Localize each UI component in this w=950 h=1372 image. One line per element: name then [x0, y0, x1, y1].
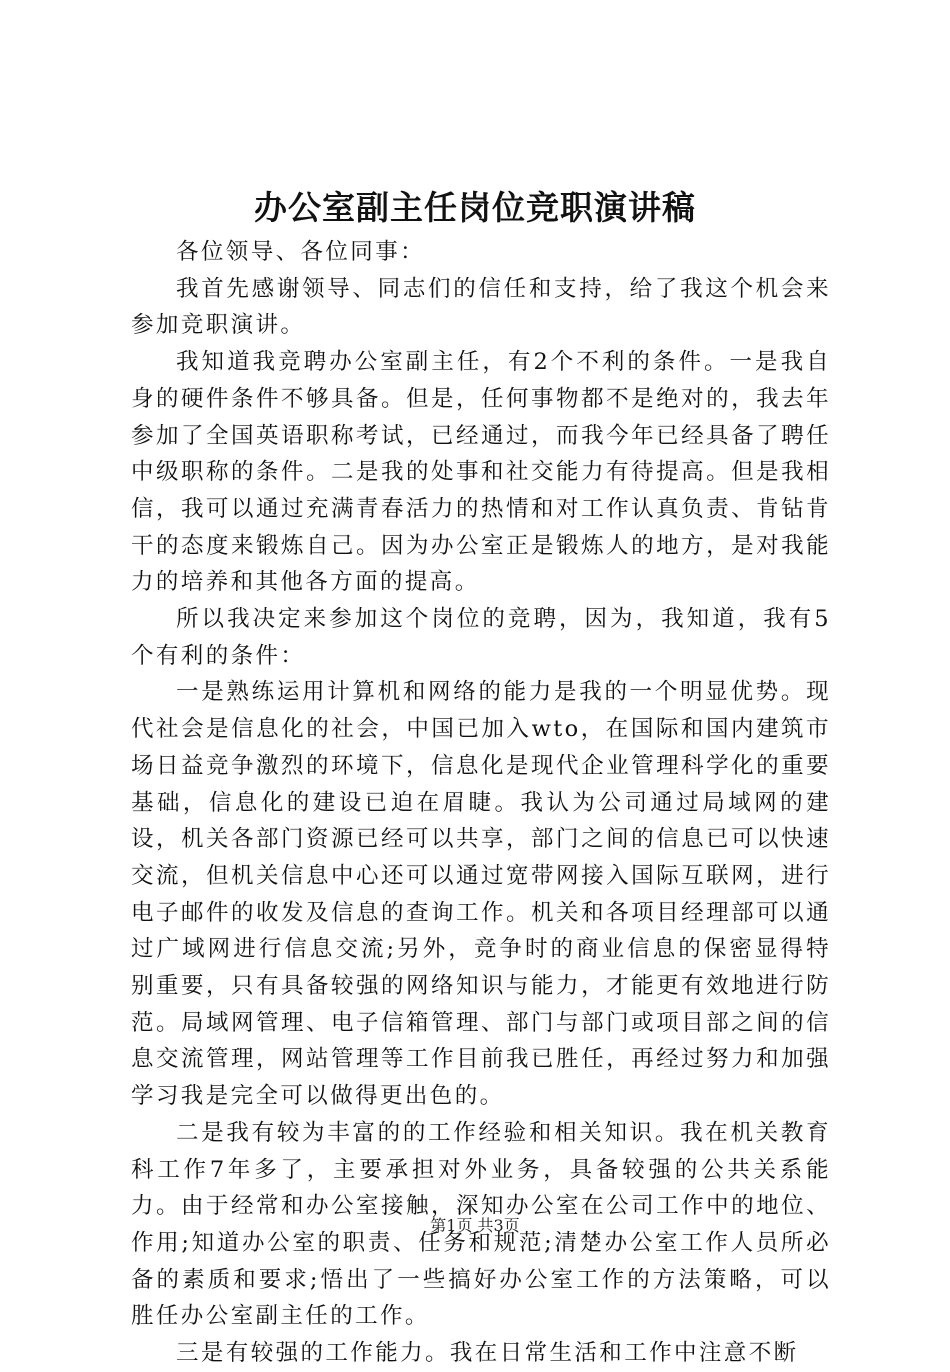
document-title: 办公室副主任岗位竞职演讲稿: [254, 188, 696, 227]
paragraph-advantage-one: 一是熟练运用计算机和网络的能力是我的一个明显优势。现代社会是信息化的社会，中国已加入wto，在国际和国内建筑市场日益竞争激烈的环境下，信息化是现代企业管理科学化的重要基础，信息化的建设已迫在眉睫。我认为公司通过局域网的建设，机关各部门资源已经可以共享，部门之间的信息已可以快速交流，但机关信息中心还可以通过宽带网接入国际互联网，进行电子邮件的收发及信息的查询工作。机关和各项目经理部可以通过广域网进行信息交流;另外，竞争时的商业信息的保密显得特别重要，只有具备较强的网络知识与能力，才能更有效地进行防范。局域网管理、电子信箱管理、部门与部门或项目部之间的信息交流管理，网站管理等工作目前我已胜任，再经过努力和加强学习我是完全可以做得更出色的。: [131, 679, 831, 1110]
paragraph-advantage-two: 二是我有较为丰富的的工作经验和相关知识。我在机关教育科工作7年多了，主要承担对外业务，具备较强的公共关系能力。由于经常和办公室接触，深知办公室在公司工作中的地位、作用;知道办公室的职责、任务和规范;清楚办公室工作人员所必备的素质和要求;悟出了一些搞好办公室工作的方法策略，可以胜任办公室副主任的工作。: [131, 1119, 831, 1330]
paragraph-thanks: 我首先感谢领导、同志们的信任和支持，给了我这个机会来参加竞职演讲。: [131, 275, 831, 339]
paragraph-advantages-intro: 所以我决定来参加这个岗位的竞聘，因为，我知道，我有5个有利的条件：: [131, 606, 831, 669]
paragraph-salutation: 各位领导、各位同事：: [176, 239, 426, 265]
page-number-footer: 第1页 共3页: [430, 1216, 520, 1235]
paragraph-advantage-three: 三是有较强的工作能力。我在日常生活和工作中注意不断: [176, 1340, 799, 1367]
document-body: [131, 234, 831, 1372]
paragraph-disadvantages: 我知道我竞聘办公室副主任，有2个不利的条件。一是我自身的硬件条件不够具备。但是，任何事物都不是绝对的，我去年参加了全国英语职称考试，已经通过，而我今年已经具备了聘任中级职称的条件。二是我的处事和社交能力有待提高。但是我相信，我可以通过充满青春活力的热情和对工作认真负责、肯钻肯干的态度来锻炼自己。因为办公室正是锻炼人的地方，是对我能力的培养和其他各方面的提高。: [131, 349, 831, 596]
